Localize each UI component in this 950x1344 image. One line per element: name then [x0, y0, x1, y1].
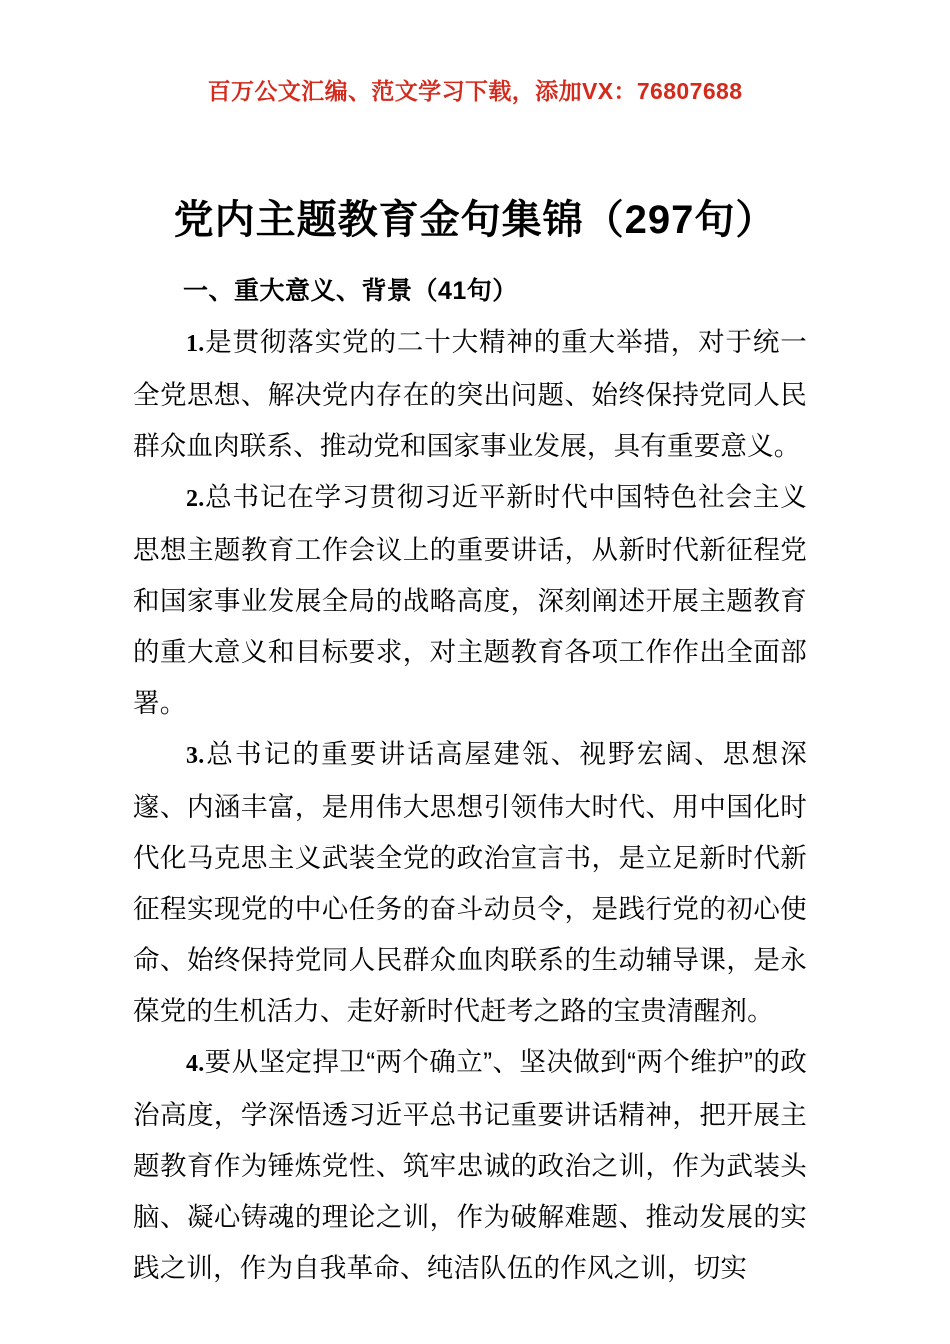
paragraph-text-3: 总书记的重要讲话高屋建瓴、视野宏阔、思想深邃、内涵丰富，是用伟大思想引领伟大时代、用中国化时代化马克思主义武装全党的政治宣言书，是立足新时代新征程实现党的中心任务的奋斗动员令，是践行党的初心使命、始终保持党同人民群众血肉联系的生动辅导课，是永葆党的生机活力、走好新时代赶考之路的宝贵清醒剂。: [133, 738, 807, 1026]
promo-watermark-header: 百万公文汇编、范文学习下载，添加VX：76807688: [207, 78, 743, 104]
paragraph-text-4: 要从坚定捍卫“两个确立”、坚决做到“两个维护”的政治高度，学深悟透习近平总书记重要讲话精神，把开展主题教育作为锤炼党性、筑牢忠诚的政治之训，作为武装头脑、凝心铸魂的理论之训，作为破解难题、推动发展的实践之训，作为自我革命、纯洁队伍的作风之训，切实: [133, 1046, 807, 1283]
paragraph-number-2: 2.: [186, 485, 205, 512]
paragraph-number-4: 4.: [186, 1050, 205, 1077]
section-heading-1: 一、重大意义、背景（41句）: [183, 277, 518, 305]
paragraph-4: [133, 1037, 807, 1294]
paragraph-number-3: 3.: [186, 742, 205, 769]
paragraph-number-1: 1.: [186, 330, 205, 357]
paragraph-1: [133, 317, 807, 472]
page-title: 党内主题教育金句集锦（297句）: [173, 197, 777, 242]
paragraph-3: [133, 729, 807, 1037]
paragraph-2: [133, 472, 807, 729]
paragraph-text-2: 总书记在学习贯彻习近平新时代中国特色社会主义思想主题教育工作会议上的重要讲话，从新时代新征程党和国家事业发展全局的战略高度，深刻阐述开展主题教育的重大意义和目标要求，对主题教育各项工作作出全面部署。: [133, 481, 807, 718]
document-body: [133, 272, 807, 1294]
paragraph-text-1: 是贯彻落实党的二十大精神的重大举措，对于统一全党思想、解决党内存在的突出问题、始终保持党同人民群众血肉联系、推动党和国家事业发展，具有重要意义。: [133, 326, 807, 461]
